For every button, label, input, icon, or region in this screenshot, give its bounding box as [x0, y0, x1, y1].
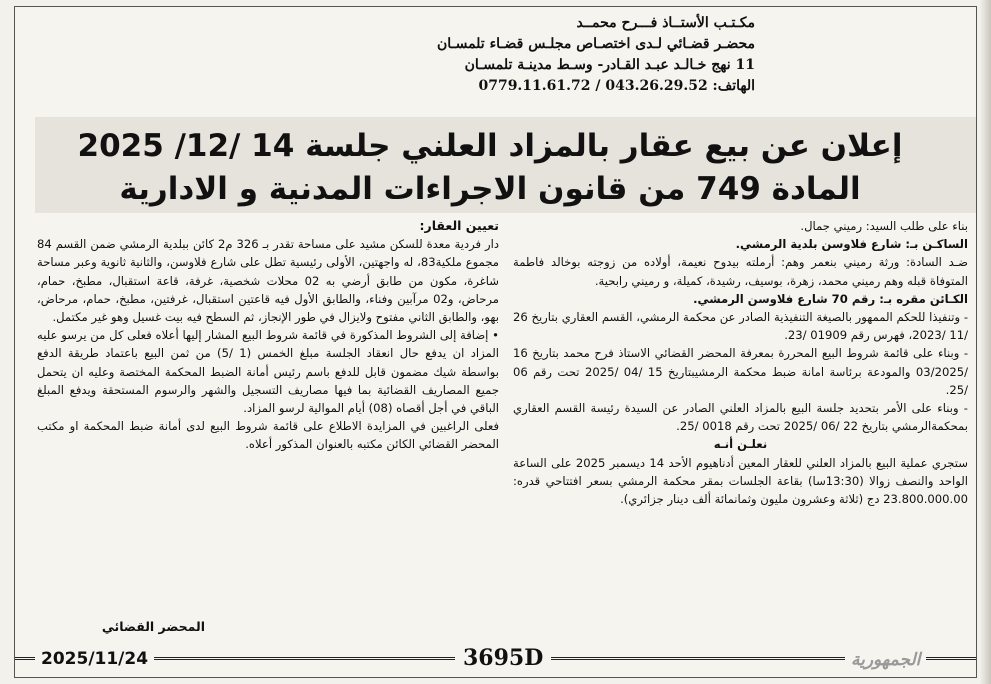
property-description: دار فردية معدة للسكن مشيد على مساحة تقدر بـ 326 م2 كائن ببلدية الرمشي ضمن القسم 84 مجموع ملكية83، له واجهتين، الأولى رئيسية تطل على شارع فلاوسن، والثانية ثانوية وعبر مساحة شاغرة، مكون من طابق أرضي به 02 محلات شخصية، غرفة، قاعة استقبال، مطبخ، حمام، مرحاض، و02 مرآبين وفناء، والطابق الأول فيه قاعتين استقبال، غرفتين، مطبخ، حمام، مرحاض، بهو، والطابق الثاني مفتوح ولايزال في طور الإنجاز، ثم السطح فيه بيت غسيل وهو غير مكتمل.	[37, 237, 500, 325]
auction-details: ستجري عملية البيع بالمزاد العلني للعقار المعين أدناهيوم الأحد 14 ديسمبر 2025 على الساعة الواحد والنصف زوالا (13:30سا) بقاعة الجلسات بمقر محكمة الرمشي بسعر افتتاحي قدره: 23.800.000.00 دج (ثلاثة وعشرون مليون وثمانمائة ألف دينار جزائري).	[513, 455, 968, 507]
requester: بناء على طلب السيد: رميني جمال.	[800, 219, 968, 233]
signature: المحضر القضائي	[101, 619, 205, 634]
title-line-1: إعلان عن بيع عقار بالمزاد العلني جلسة 14 /12/ 2025	[77, 128, 903, 164]
office-address: 11 نهج خـالـد عبـد القـادر- وسـط مدينـة تلمسـان	[464, 57, 755, 73]
office-phone: الهاتف: 043.26.29.52 / 0779.11.61.72	[478, 78, 755, 94]
left-column	[37, 217, 499, 454]
defendants: ضـد السادة: ورثة رميني بنعمر وهم: أرملته بيدوح نعيمة، أولاده من زوجته بوخالد فاطمة المتوفاة قبله وهم رميني محمد، زهرة، بوسيف، رشيدة، كميلة، و رميني رابحية.	[513, 255, 968, 288]
newspaper-logo: الجمهورية	[845, 650, 926, 670]
office-header	[215, 13, 755, 97]
defendants-address: الكـائن مقره بـ: رقم 70 شارع فلاوسن الرمشي.	[693, 291, 968, 306]
announce-heading: نعلـن أنـه	[713, 437, 768, 452]
conditions-clause: - وبناء على قائمة شروط البيع المحررة بمعرفة المحضر القضائي الاستاذ فرح محمد بتاريخ 16 /03/2025 والمودعة برئاسة امانة ضبط محكمة الرمشيبتاريخ 15 /04 /2025 تحت رقم 06 /25.	[513, 346, 968, 397]
requester-address: الساكـن بـ: شارع فلاوسن بلدية الرمشي.	[735, 237, 968, 252]
ad-code: 3695D	[455, 645, 551, 671]
announcement-title	[75, 125, 905, 211]
office-role: محضـر قضـائي لـدى اختصـاص مجلـس قضـاء تلمسـان	[436, 36, 755, 52]
property-heading: تعيين العقار:	[419, 218, 499, 233]
publication-date: 2025/11/24	[35, 649, 154, 669]
payment-conditions: • إضافة إلى الشروط المذكورة في قائمة شروط البيع المشار إليها أعلاه فعلى كل من يرسو عليه المزاد ان يدفع حال انعقاد الجلسة مبلغ الخمس (1 /5) من ثمن البيع باعتماد طريقة الدفع بواسطة شيك مضمون قابل للدفع باسم رئيس أمانة الضبط المحكمة المختصة وعليه ان يتحمل جميع المصاريف القضائية بما فيها مصاريف التسجيل والشهر والرسوم المستحقة ويدفع المبلغ الباقي في أجل أقصاه (08) أيام الموالية لرسو المزاد.	[37, 328, 500, 416]
right-column	[513, 217, 968, 508]
consultation-note: فعلى الراغبين في المزايدة الاطلاع على قائمة شروط البيع لدى أمانة ضبط المحكمة او مكتب المحضر القضائي الكائن مكتبه بالعنوان المذكور أعلاه.	[37, 419, 499, 452]
scan-edge	[979, 0, 991, 684]
office-name: مكـتـب الأستــاذ فـــرح محمــد	[576, 15, 755, 31]
execution-clause: - وتنفيذا للحكم الممهور بالصيغة التنفيذية الصادر عن محكمة الرمشي، القسم العقاري بتاريخ 26 /11 /2023، فهرس رقم 01909 /23.	[513, 310, 968, 343]
newspaper-page	[14, 6, 977, 678]
title-line-2: المادة 749 من قانون الاجراءات المدنية و الادارية	[119, 171, 861, 207]
order-clause: - وبناء على الأمر بتحديد جلسة البيع بالمزاد العلني الصادر عن السيدة رئيسة القسم العقاري بمحكمةالرمشي بتاريخ 22 /06 /2025 تحت رقم 0018 /25.	[513, 401, 968, 434]
